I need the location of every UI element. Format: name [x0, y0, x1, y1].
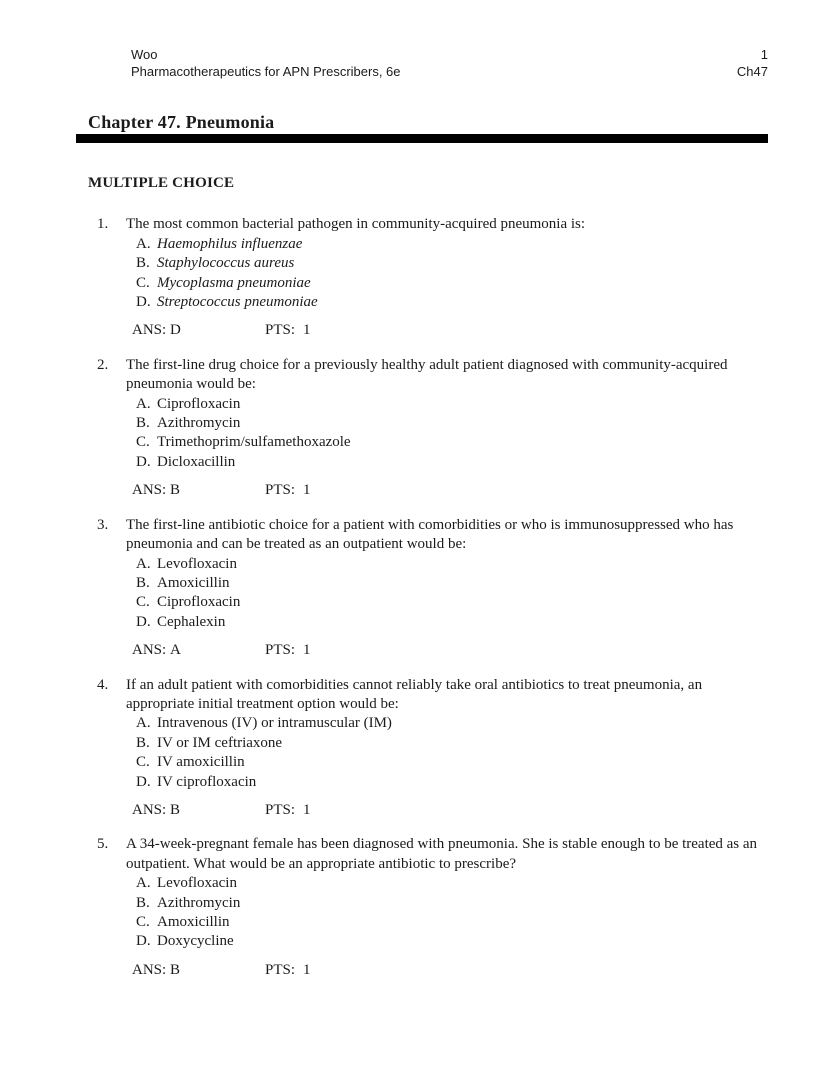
option-row [136, 714, 768, 733]
option-letter: B. [136, 415, 150, 432]
option-letter: A. [136, 715, 151, 732]
option-text: Azithromycin [157, 894, 241, 911]
option-row [136, 734, 768, 753]
option-text: Levofloxacin [157, 555, 237, 572]
option-text: Haemophilus influenzae [157, 235, 303, 252]
option-letter: C. [136, 594, 150, 611]
option-row [136, 293, 768, 312]
option-text: Azithromycin [157, 415, 241, 432]
question-text: If an adult patient with comorbidities cannot reliably take oral antibiotics to treat pneumonia, an appropriate initial treatment option would be: [126, 676, 703, 712]
questions-list [97, 215, 768, 980]
option-letter: B. [136, 734, 150, 751]
question-number: 5. [97, 836, 109, 853]
question-number: 2. [97, 356, 109, 373]
answer-value: A [170, 642, 181, 659]
points-label: PTS: [265, 322, 296, 339]
section-heading: MULTIPLE CHOICE [88, 175, 235, 191]
option-letter: C. [136, 754, 150, 771]
options-list [136, 714, 768, 792]
option-text: Dicloxacillin [157, 453, 236, 470]
header-page-number: 1 [760, 47, 768, 62]
question-text: The most common bacterial pathogen in community-acquired pneumonia is: [126, 216, 586, 233]
options-list [136, 874, 768, 952]
question-block [97, 215, 768, 340]
question-number: 4. [97, 676, 109, 693]
header-author: Woo [131, 47, 158, 62]
option-text: IV ciprofloxacin [157, 773, 257, 790]
question-text: The first-line drug choice for a previously healthy adult patient diagnosed with community-acquired pneumonia would be: [126, 356, 728, 393]
answer-value: B [170, 801, 181, 818]
question-body [126, 835, 768, 980]
option-text: Levofloxacin [157, 875, 237, 892]
answer-line [132, 641, 768, 660]
points-label: PTS: [265, 801, 296, 818]
option-letter: C. [136, 434, 150, 451]
question-body [126, 676, 768, 821]
option-row [136, 613, 768, 632]
option-row [136, 874, 768, 893]
option-letter: A. [136, 235, 151, 252]
option-row [136, 593, 768, 612]
option-text: Mycoplasma pneumoniae [157, 274, 311, 291]
question-text: A 34-week-pregnant female has been diagnosed with pneumonia. She is stable enough to be treated as an outpatient. What would be an appropriate antibiotic to prescribe? [126, 836, 758, 872]
option-letter: A. [136, 395, 151, 412]
page-header [131, 46, 768, 80]
answer-label: ANS: [132, 322, 167, 339]
option-row [136, 753, 768, 772]
question-number: 3. [97, 516, 109, 533]
question-block [97, 835, 768, 980]
option-row [136, 555, 768, 574]
points-value: 1 [303, 642, 311, 659]
option-text: Ciprofloxacin [157, 594, 241, 611]
chapter-title: Chapter 47. Pneumonia [88, 112, 275, 132]
option-text: Doxycycline [157, 933, 234, 950]
option-text: Amoxicillin [157, 574, 230, 591]
option-row [136, 235, 768, 254]
option-letter: D. [136, 294, 151, 311]
points-value: 1 [303, 801, 311, 818]
answer-value: D [170, 322, 181, 339]
header-chapter-ref: Ch47 [736, 64, 768, 79]
option-text: Intravenous (IV) or intramuscular (IM) [157, 715, 392, 732]
question-block [97, 516, 768, 661]
question-block [97, 676, 768, 821]
option-letter: B. [136, 255, 150, 272]
answer-label: ANS: [132, 642, 167, 659]
option-row [136, 395, 768, 414]
option-letter: D. [136, 933, 151, 950]
options-list [136, 235, 768, 313]
answer-line [132, 801, 768, 820]
chapter-title-rule [76, 134, 768, 143]
question-body [126, 356, 768, 501]
option-row [136, 574, 768, 593]
option-row [136, 433, 768, 452]
option-row [136, 274, 768, 293]
option-letter: D. [136, 453, 151, 470]
question-body [126, 516, 768, 661]
question-body [126, 215, 768, 340]
points-value: 1 [303, 322, 311, 339]
option-letter: C. [136, 274, 150, 291]
question-text: The first-line antibiotic choice for a patient with comorbidities or who is immunosuppressed who has pneumonia and can be treated as an outpatient would be: [126, 516, 734, 553]
option-text: Staphylococcus aureus [157, 255, 295, 272]
answer-line [132, 321, 768, 340]
answer-label: ANS: [132, 961, 167, 978]
option-letter: A. [136, 875, 151, 892]
option-letter: D. [136, 613, 151, 630]
header-book-title: Pharmacotherapeutics for APN Prescribers, 6e [131, 64, 401, 79]
header-right [737, 46, 768, 80]
option-row [136, 773, 768, 792]
option-letter: A. [136, 555, 151, 572]
answer-label: ANS: [132, 482, 167, 499]
question-number: 1. [97, 216, 109, 233]
answer-value: B [170, 961, 181, 978]
option-text: IV or IM ceftriaxone [157, 734, 283, 751]
options-list [136, 555, 768, 633]
option-text: Streptococcus pneumoniae [157, 294, 318, 311]
header-left [131, 46, 401, 80]
option-letter: C. [136, 914, 150, 930]
option-text: Ciprofloxacin [157, 395, 241, 412]
option-row [136, 932, 768, 951]
option-row [136, 894, 768, 913]
option-row [136, 453, 768, 472]
points-value: 1 [303, 961, 311, 978]
points-label: PTS: [265, 482, 296, 499]
answer-line [132, 481, 768, 500]
option-row [136, 913, 768, 932]
option-text: Amoxicillin [157, 914, 230, 930]
option-text: IV amoxicillin [157, 754, 245, 771]
question-block [97, 356, 768, 501]
option-row [136, 414, 768, 433]
option-letter: B. [136, 574, 150, 591]
points-label: PTS: [265, 642, 296, 659]
option-letter: D. [136, 773, 151, 790]
answer-value: B [170, 482, 181, 499]
answer-line [132, 961, 768, 980]
option-letter: B. [136, 894, 150, 911]
points-label: PTS: [265, 961, 296, 978]
option-row [136, 254, 768, 273]
answer-label: ANS: [132, 801, 167, 818]
option-text: Trimethoprim/sulfamethoxazole [157, 434, 351, 451]
points-value: 1 [303, 482, 311, 499]
option-text: Cephalexin [157, 613, 226, 630]
options-list [136, 395, 768, 473]
